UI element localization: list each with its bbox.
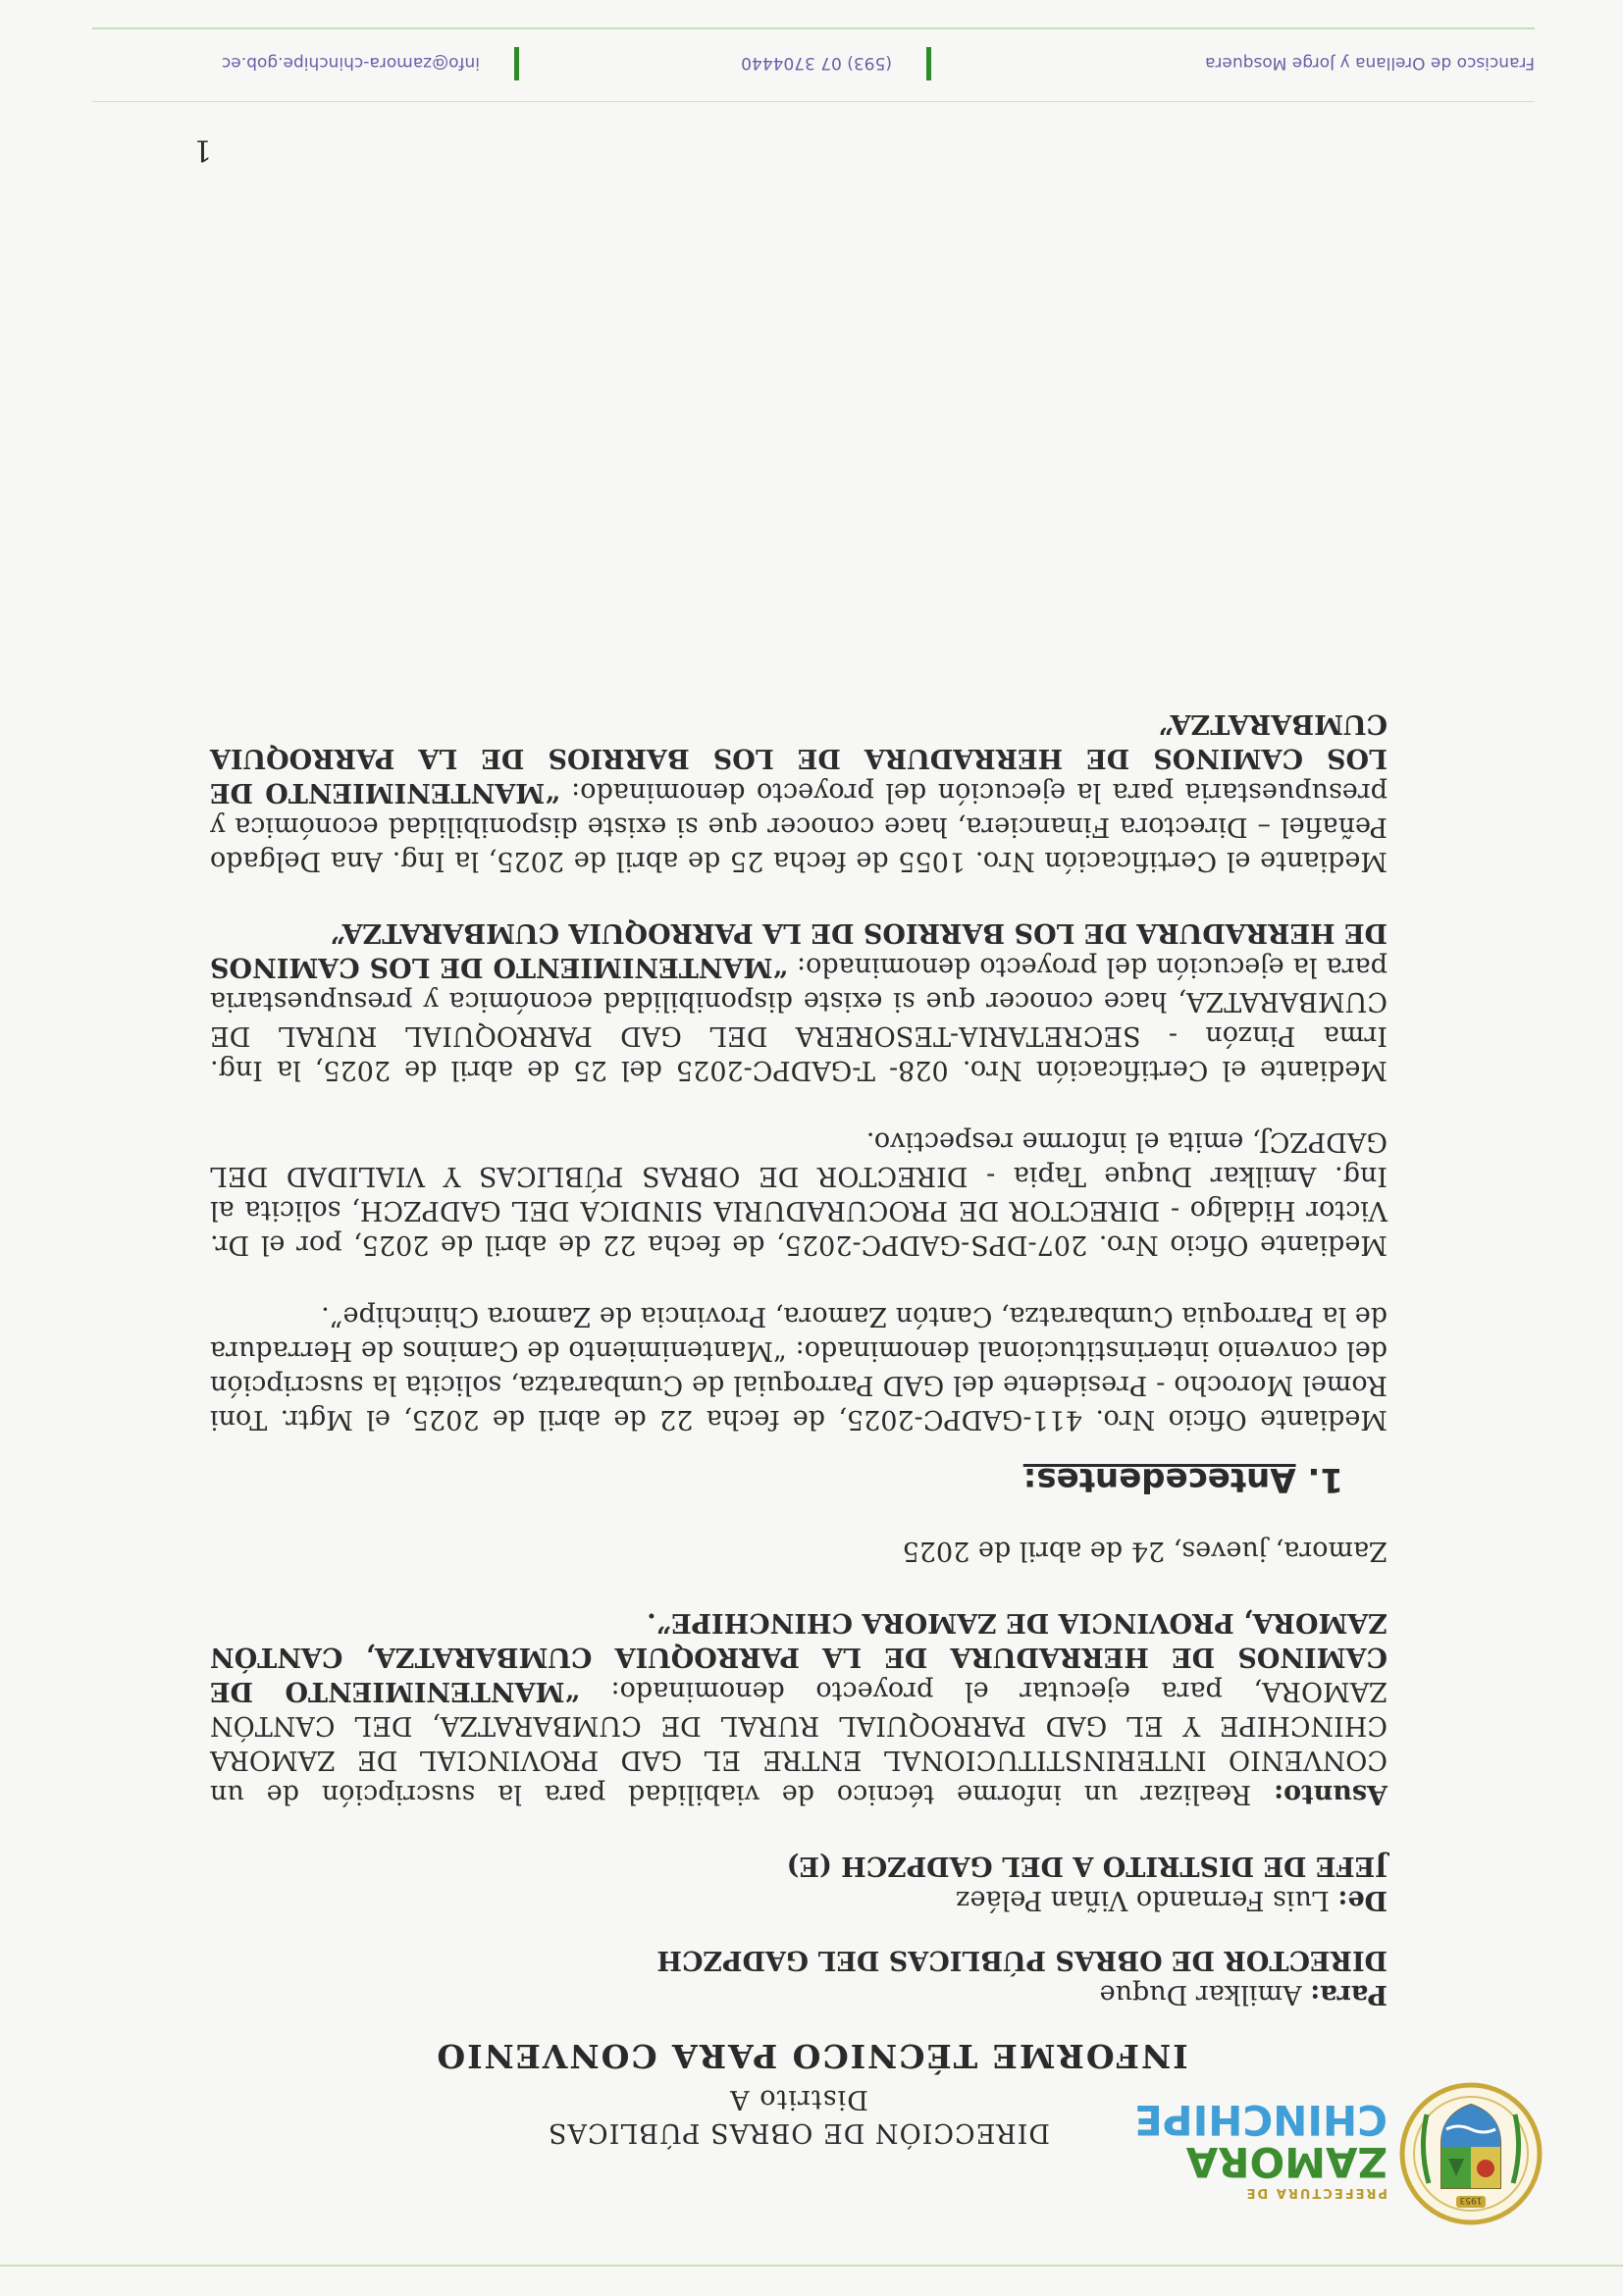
asunto-text: Realizar un informe técnico de viabilidad para la suscripción de un CONVENIO INTERINSTITUCIONAL ENTRE EL GAD PROVINCIAL DE ZAMORA CHINCHIPE Y EL GAD PARROQUIAL RURAL DE CUMBARATZA, DEL CANTÓN ZAMORA, para ejecutar el proyecto denominado: — [210, 1676, 1387, 1809]
footer-address: Francisco de Orellana y Jorge Mosquera — [1205, 53, 1535, 73]
seal-year: 1953 — [1459, 2195, 1483, 2205]
document-title: INFORME TÉCNICO PARA CONVENIO — [435, 2037, 1188, 2075]
antecedente-paragraph-4 — [210, 706, 1387, 878]
asunto-paragraph — [210, 1605, 1387, 1811]
department-name: DIRECCIÓN DE OBRAS PÚBLICAS — [547, 2117, 1051, 2148]
department-heading — [426, 2082, 1172, 2149]
top-divider — [0, 2265, 1623, 2267]
logo-prefix: PREFECTURA DE — [1244, 2185, 1387, 2200]
district-name: Distrito A — [729, 2084, 868, 2114]
p4-text: Mediante el Certificación Nro. 1055 de fecha 25 de abril de 2025, la Ing. Ana Delgado Peñafiel – Directora Financiera, hace conocer que si existe disponibilidad económica y presupuestaria para la ejecución del proyecto denominado: — [210, 777, 1387, 876]
section-number: 1. — [1307, 1460, 1343, 1499]
de-label: De: — [1337, 1885, 1387, 1915]
logo-chinchipe: CHINCHIPE — [1134, 2096, 1387, 2144]
de-line — [210, 1883, 1387, 1917]
footer-phone: (593) 07 3704440 — [741, 53, 892, 73]
de-name: Luis Fernando Viñan Peláez — [956, 1885, 1330, 1915]
de-role: JEFE DE DISTRITO A DEL GADPZCH (E) — [786, 1851, 1387, 1881]
para-role: DIRECTOR DE OBRAS PÚBLICAS DEL GADPZCH — [656, 1945, 1387, 1975]
para-line — [210, 1977, 1387, 2011]
prefectura-logo — [1134, 2080, 1544, 2227]
footer-divider-top — [92, 101, 1535, 102]
antecedente-paragraph-3 — [210, 915, 1387, 1087]
para-label: Para: — [1310, 1979, 1387, 2009]
antecedente-paragraph-1: Mediante Oficio Nro. 411-GADPC-2025, de fecha 22 de abril de 2025, el Mgtr. Toni Romel Morocho - Presidente del GAD Parroquial de Cumbaratza, solicita la suscripción del convenio interinstitucional denominado: “Mantenimiento de Caminos de Herradura de la Parroquia Cumbaratza, Cantón Zamora, Provincia de Zamora Chinchipe”. — [210, 1301, 1387, 1435]
logo-zamora: ZAMORA — [1185, 2138, 1387, 2186]
asunto-label: Asunto: — [1274, 1779, 1387, 1809]
footer-divider-bottom — [92, 27, 1535, 29]
coat-of-arms-icon — [1397, 2080, 1544, 2227]
footer-separator — [514, 47, 519, 80]
page-number: 1 — [192, 132, 212, 167]
section-title: Antecedentes: — [1022, 1460, 1296, 1499]
asunto-project: “MANTENIMIENTO DE CAMINOS DE HERRADURA DE LA PARROQUIA CUMBARATZA, CANTÓN ZAMORA, PROVINCIA DE ZAMORA CHINCHIPE”. — [209, 1607, 1387, 1706]
para-name: Amilkar Duque — [1099, 1979, 1302, 2009]
p3-text: Mediante el Certificación Nro. 028- T-GADPC-2025 del 25 de abril de 2025, la Ing. Irma Pinzón - SECRETARIA-TESORERA DEL GAD PARROQUIAL RURAL DE CUMBARATZA, hace conocer que si existe disponibilidad económica y presupuestaria para la ejecución del proyecto denominado: — [210, 952, 1387, 1085]
footer-email: info@zamora-chinchipe.gob.ec — [221, 53, 480, 73]
antecedente-paragraph-2: Mediante Oficio Nro. 207-DPS-GADPC-2025, de fecha 22 de abril de 2025, por el Dr. Victor Hidalgo - DIRECTOR DE PROCURADURIA SINDICA DEL GADPZCH, solicita al Ing. Amilkar Duque Tapia - DIRECTOR DE OBRAS PÚBLICAS Y VIALIDAD DEL GADPZCJ, emita el informe respectivo. — [210, 1126, 1387, 1260]
p3-project: “MANTENIMIENTO DE LOS CAMINOS DE HERRADURA DE LOS BARRIOS DE LA PARROQUIA CUMBARATZA” — [209, 917, 1387, 982]
date-line: Zamora, jueves, 24 de abril de 2025 — [902, 1536, 1387, 1566]
logo-wordmark — [1134, 2096, 1387, 2200]
section-heading-antecedentes — [210, 1460, 1387, 1499]
document-body — [210, 706, 1387, 2011]
footer-separator — [926, 47, 931, 80]
p4-project: “MANTENIMIENTO DE LOS CAMINOS DE HERRADURA DE LOS BARRIOS DE LA PARROQUIA CUMBARATZA” — [209, 708, 1387, 808]
page-footer — [92, 35, 1535, 90]
